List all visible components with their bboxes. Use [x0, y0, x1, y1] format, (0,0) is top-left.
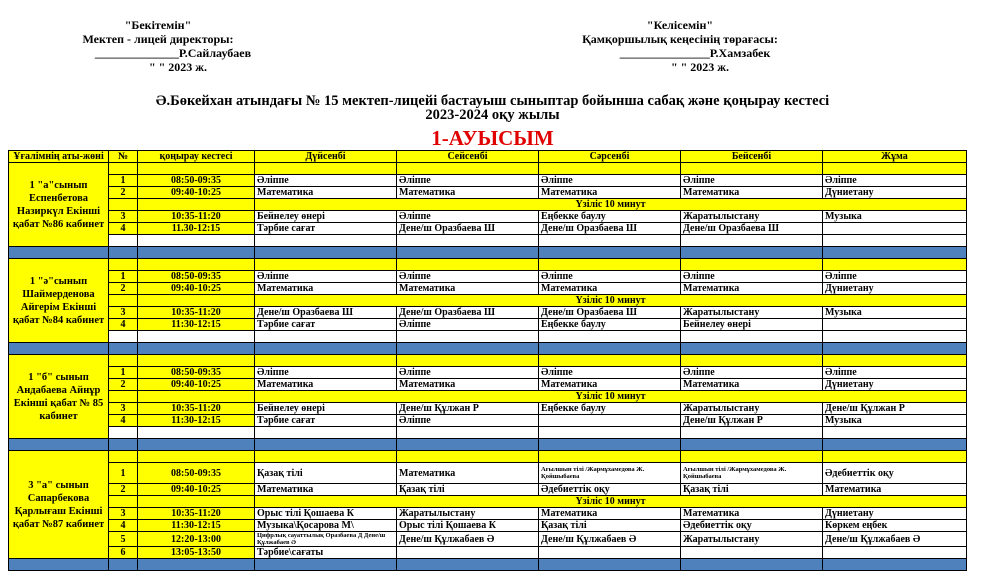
lesson-cell: Математика — [255, 187, 397, 199]
spacer-cell — [681, 331, 823, 343]
separator-cell — [681, 247, 823, 259]
lesson-time-cell: 11:30-12:15 — [138, 520, 255, 532]
table-row — [9, 175, 967, 187]
lesson-cell: Әліппе — [681, 175, 823, 187]
separator-cell — [681, 439, 823, 451]
lesson-cell: Әдебиеттік оқу — [539, 484, 681, 496]
lesson-time-cell: 08:50-09:35 — [138, 271, 255, 283]
spacer-cell — [681, 259, 823, 271]
spacer-cell — [109, 163, 138, 175]
lesson-cell: Математика — [255, 379, 397, 391]
separator-cell — [539, 247, 681, 259]
spacer-row — [9, 163, 967, 175]
lesson-cell: Математика — [397, 283, 539, 295]
lesson-cell: Орыс тілі Қошаева К — [397, 520, 539, 532]
lesson-cell: Еңбекке баулу — [539, 403, 681, 415]
teacher-cell: 1 "ә"сынып Шаймерденова Айгерім Екінші қабат №84 кабинет — [9, 259, 109, 343]
lesson-cell: Еңбекке баулу — [539, 211, 681, 223]
lesson-time-cell: 11:30-12:15 — [138, 415, 255, 427]
lesson-cell: Әліппе — [823, 271, 967, 283]
lesson-number-cell: 3 — [109, 307, 138, 319]
separator-row — [9, 439, 967, 451]
header-wednesday: Сәрсенбі — [539, 151, 681, 163]
spacer-cell — [681, 355, 823, 367]
lesson-cell: Музыка — [823, 307, 967, 319]
separator-cell — [397, 439, 539, 451]
separator-cell — [138, 559, 255, 571]
spacer-cell — [823, 427, 967, 439]
lesson-cell: Дүниетану — [823, 283, 967, 295]
table-row — [9, 283, 967, 295]
separator-cell — [9, 439, 109, 451]
separator-cell — [255, 247, 397, 259]
lesson-time-cell: 12:20-13:00 — [138, 532, 255, 547]
lesson-time-cell: 09:40-10:25 — [138, 484, 255, 496]
separator-cell — [539, 439, 681, 451]
separator-cell — [397, 559, 539, 571]
lesson-cell: Дене/ш Құлжан Р — [823, 403, 967, 415]
spacer-cell — [681, 427, 823, 439]
lesson-cell: Дене/ш Оразбаева Ш — [397, 307, 539, 319]
lesson-number-cell: 1 — [109, 271, 138, 283]
approval-date: " " 2023 ж. — [670, 60, 730, 74]
lesson-cell: Тәрбие сағат — [255, 223, 397, 235]
lesson-cell: Әліппе — [823, 367, 967, 379]
lesson-cell: Дене/ш Оразбаева Ш — [255, 307, 397, 319]
lesson-cell — [823, 319, 967, 331]
lesson-cell: Қазақ тілі — [681, 484, 823, 496]
break-row — [9, 199, 967, 211]
lesson-cell — [823, 223, 967, 235]
lesson-number-cell: 1 — [109, 175, 138, 187]
break-row — [9, 496, 967, 508]
lesson-cell: Әліппе — [397, 367, 539, 379]
lesson-number-cell: 4 — [109, 223, 138, 235]
lesson-number-cell: 3 — [109, 211, 138, 223]
spacer-cell — [138, 355, 255, 367]
spacer-cell — [255, 355, 397, 367]
header-row — [9, 151, 967, 163]
teacher-cell: 1 "б" сынып Андабаева Айнұр Екінші қабат № 85 кабинет — [9, 355, 109, 439]
lesson-cell: Математика — [255, 484, 397, 496]
spacer-row — [9, 235, 967, 247]
lesson-cell — [397, 547, 539, 559]
lesson-cell: Көркем еңбек — [823, 520, 967, 532]
lesson-cell: Математика — [539, 187, 681, 199]
table-row — [9, 484, 967, 496]
lesson-cell: Музыка\Қосарова М\ — [255, 520, 397, 532]
lesson-cell: Дене/ш Құлжабаев Ә — [397, 532, 539, 547]
lesson-time-cell: 09:40-10:25 — [138, 283, 255, 295]
lesson-cell: Әліппе — [255, 175, 397, 187]
spacer-cell — [823, 235, 967, 247]
table-row — [9, 379, 967, 391]
separator-cell — [9, 559, 109, 571]
lesson-cell: Математика — [681, 187, 823, 199]
table-row — [9, 547, 967, 559]
lesson-time-cell: 10:35-11:20 — [138, 307, 255, 319]
lesson-cell: Математика — [681, 283, 823, 295]
lesson-cell: Музыка — [823, 415, 967, 427]
spacer-cell — [397, 235, 539, 247]
lesson-cell: Тәрбие\сағаты — [255, 547, 397, 559]
lesson-cell: Дене/ш Оразбаева Ш — [539, 223, 681, 235]
spacer-cell — [109, 355, 138, 367]
spacer-cell — [255, 259, 397, 271]
spacer-cell — [138, 259, 255, 271]
table-row — [9, 463, 967, 484]
table-row — [9, 223, 967, 235]
document-title — [0, 94, 985, 122]
separator-cell — [397, 247, 539, 259]
spacer-cell — [397, 331, 539, 343]
break-spacer — [138, 496, 255, 508]
lesson-time-cell: 08:50-09:35 — [138, 367, 255, 379]
lesson-cell: Жаратылыстану — [681, 307, 823, 319]
separator-cell — [539, 343, 681, 355]
separator-row — [9, 559, 967, 571]
lesson-time-cell: 10:35-11:20 — [138, 403, 255, 415]
separator-cell — [109, 439, 138, 451]
lesson-time-cell: 10:35-11:20 — [138, 211, 255, 223]
lesson-cell: Жаратылыстану — [681, 403, 823, 415]
lesson-number-cell: 3 — [109, 508, 138, 520]
lesson-number-cell: 1 — [109, 463, 138, 484]
break-label: Үзіліс 10 минут — [255, 295, 967, 307]
lesson-number-cell: 2 — [109, 187, 138, 199]
approval-heading: "Бекітемін" — [124, 18, 192, 32]
table-row — [9, 415, 967, 427]
table-row — [9, 508, 967, 520]
header-thursday: Бейсенбі — [681, 151, 823, 163]
lesson-number-cell: 4 — [109, 415, 138, 427]
lesson-cell: Жаратылыстану — [681, 211, 823, 223]
lesson-number-cell: 4 — [109, 520, 138, 532]
spacer-cell — [109, 427, 138, 439]
separator-cell — [539, 559, 681, 571]
spacer-cell — [138, 235, 255, 247]
lesson-cell: Жаратылыстану — [397, 508, 539, 520]
spacer-cell — [539, 235, 681, 247]
schedule-table — [8, 150, 967, 571]
separator-row — [9, 343, 967, 355]
table-row — [9, 319, 967, 331]
title-line-1: Ә.Бөкейхан атындағы № 15 мектеп-лицейі бастауыш сыныптар бойынша сабақ және қоңырау кестесі — [155, 93, 830, 109]
spacer-cell — [539, 163, 681, 175]
spacer-cell — [138, 331, 255, 343]
lesson-cell: Математика — [681, 379, 823, 391]
lesson-cell: Еңбекке баулу — [539, 319, 681, 331]
spacer-cell — [109, 331, 138, 343]
lesson-cell: Әліппе — [397, 319, 539, 331]
lesson-cell: Әліппе — [681, 367, 823, 379]
lesson-cell: Дене/ш Құлжабаев Ә — [823, 532, 967, 547]
teacher-cell: 1 "а"сынып Еспенбетова Назиркүл Екінші қабат №86 кабинет — [9, 163, 109, 247]
spacer-cell — [138, 451, 255, 463]
spacer-row — [9, 331, 967, 343]
lesson-cell: Математика — [539, 379, 681, 391]
spacer-cell — [397, 451, 539, 463]
teacher-cell: 3 "а" сынып Сапарбекова Қарлығаш Екінші қабат №87 кабинет — [9, 451, 109, 559]
spacer-cell — [397, 259, 539, 271]
lesson-cell: Әліппе — [397, 175, 539, 187]
spacer-cell — [255, 427, 397, 439]
lesson-cell: Орыс тілі Қошаева К — [255, 508, 397, 520]
lesson-cell: Әліппе — [397, 271, 539, 283]
separator-cell — [9, 247, 109, 259]
lesson-number-cell: 3 — [109, 403, 138, 415]
break-label: Үзіліс 10 минут — [255, 496, 967, 508]
table-row — [9, 532, 967, 547]
lesson-cell: Дене/ш Оразбаева Ш — [681, 223, 823, 235]
lesson-cell: Әдебиеттік оқу — [823, 463, 967, 484]
lesson-number-cell: 6 — [109, 547, 138, 559]
header-teacher: Ұғалімнің аты-жөні — [9, 151, 109, 163]
lesson-time-cell: 11.30-12:15 — [138, 223, 255, 235]
table-row — [9, 367, 967, 379]
separator-row — [9, 247, 967, 259]
spacer-cell — [681, 163, 823, 175]
lesson-cell: Ағылшын тілі /Жармұхамедова Ж. Қойшыбаева — [539, 463, 681, 484]
lesson-cell: Математика — [397, 379, 539, 391]
break-spacer — [109, 199, 138, 211]
lesson-cell: Бейнелеу өнері — [255, 211, 397, 223]
table-row — [9, 271, 967, 283]
spacer-cell — [539, 331, 681, 343]
lesson-number-cell: 1 — [109, 367, 138, 379]
spacer-cell — [823, 259, 967, 271]
break-spacer — [109, 391, 138, 403]
shift-label: 1-АУЫСЫМ — [431, 126, 554, 150]
lesson-cell: Ағылшын тілі /Жармұхамедова Ж. Қойшыбаева — [681, 463, 823, 484]
spacer-cell — [823, 355, 967, 367]
approval-signature: ______________Р.Сайлаубаев — [94, 46, 252, 60]
approval-block-council — [560, 18, 800, 74]
lesson-cell: Математика — [823, 484, 967, 496]
approval-signature: _______________Р.Хамзабек — [619, 46, 771, 60]
spacer-cell — [397, 163, 539, 175]
separator-cell — [823, 559, 967, 571]
break-label: Үзіліс 10 минут — [255, 391, 967, 403]
lesson-time-cell: 08:50-09:35 — [138, 463, 255, 484]
header-friday: Жұма — [823, 151, 967, 163]
table-row — [9, 211, 967, 223]
approval-block-director — [58, 18, 258, 74]
separator-cell — [255, 343, 397, 355]
spacer-cell — [255, 331, 397, 343]
spacer-cell — [255, 163, 397, 175]
spacer-row — [9, 259, 967, 271]
lesson-cell: Әліппе — [823, 175, 967, 187]
spacer-cell — [397, 355, 539, 367]
lesson-cell: Математика — [681, 508, 823, 520]
lesson-cell: Әліппе — [539, 175, 681, 187]
separator-cell — [109, 247, 138, 259]
break-spacer — [109, 295, 138, 307]
approval-role: Қамқоршылық кеңесінің төрағасы: — [582, 32, 778, 46]
break-spacer — [109, 496, 138, 508]
lesson-cell — [539, 547, 681, 559]
spacer-cell — [539, 355, 681, 367]
spacer-cell — [681, 451, 823, 463]
lesson-cell: Жаратылыстану — [681, 532, 823, 547]
spacer-cell — [255, 235, 397, 247]
lesson-time-cell: 09:40-10:25 — [138, 379, 255, 391]
lesson-cell: Дене/ш Құлжан Р — [681, 415, 823, 427]
header-tuesday: Сейсенбі — [397, 151, 539, 163]
separator-cell — [138, 439, 255, 451]
separator-cell — [681, 559, 823, 571]
lesson-cell: Математика — [539, 508, 681, 520]
break-row — [9, 391, 967, 403]
lesson-cell — [823, 547, 967, 559]
header-number: № — [109, 151, 138, 163]
break-row — [9, 295, 967, 307]
separator-cell — [823, 247, 967, 259]
separator-cell — [681, 343, 823, 355]
spacer-cell — [109, 451, 138, 463]
lesson-cell: Дене/ш Құлжабаев Ә — [539, 532, 681, 547]
lesson-cell: Дене/ш Оразбаева Ш — [397, 223, 539, 235]
lesson-time-cell: 11:30-12:15 — [138, 319, 255, 331]
table-row — [9, 307, 967, 319]
spacer-cell — [681, 235, 823, 247]
approval-role: Мектеп - лицей директоры: — [82, 32, 234, 46]
lesson-cell: Әліппе — [397, 415, 539, 427]
separator-cell — [823, 343, 967, 355]
lesson-cell: Дене/ш Оразбаева Ш — [539, 307, 681, 319]
spacer-cell — [255, 451, 397, 463]
lesson-cell: Дүниетану — [823, 379, 967, 391]
lesson-cell: Математика — [539, 283, 681, 295]
separator-cell — [255, 559, 397, 571]
lesson-cell: Әдебиеттік оқу — [681, 520, 823, 532]
lesson-cell: Цифрлық сауаттылық Оразбаева Д Дене/ш Құлжабаев Ә — [255, 532, 397, 547]
spacer-cell — [539, 259, 681, 271]
lesson-cell: Әліппе — [397, 211, 539, 223]
separator-cell — [109, 559, 138, 571]
table-row — [9, 520, 967, 532]
lesson-cell: Математика — [255, 283, 397, 295]
break-spacer — [138, 391, 255, 403]
lesson-number-cell: 5 — [109, 532, 138, 547]
lesson-cell: Бейнелеу өнері — [255, 403, 397, 415]
title-line-2: 2023-2024 оқу жылы — [425, 107, 560, 123]
lesson-cell: Қазақ тілі — [539, 520, 681, 532]
lesson-time-cell: 08:50-09:35 — [138, 175, 255, 187]
lesson-cell: Қазақ тілі — [255, 463, 397, 484]
header-monday: Дүйсенбі — [255, 151, 397, 163]
spacer-row — [9, 427, 967, 439]
spacer-cell — [539, 451, 681, 463]
break-spacer — [138, 199, 255, 211]
separator-cell — [397, 343, 539, 355]
lesson-number-cell: 2 — [109, 283, 138, 295]
lesson-cell — [539, 415, 681, 427]
spacer-cell — [138, 163, 255, 175]
lesson-cell: Дүниетану — [823, 187, 967, 199]
lesson-cell: Музыка — [823, 211, 967, 223]
spacer-cell — [138, 427, 255, 439]
lesson-cell: Математика — [397, 463, 539, 484]
table-row — [9, 403, 967, 415]
lesson-cell: Әліппе — [681, 271, 823, 283]
lesson-cell: Әліппе — [255, 367, 397, 379]
header-bell: қоңырау кестесі — [138, 151, 255, 163]
lesson-cell — [681, 547, 823, 559]
lesson-cell: Дене/ш Құлжан Р — [397, 403, 539, 415]
break-spacer — [138, 295, 255, 307]
spacer-cell — [823, 331, 967, 343]
lesson-time-cell: 09:40-10:25 — [138, 187, 255, 199]
lesson-number-cell: 2 — [109, 379, 138, 391]
lesson-number-cell: 4 — [109, 319, 138, 331]
separator-cell — [255, 439, 397, 451]
table-row — [9, 187, 967, 199]
lesson-cell: Дүниетану — [823, 508, 967, 520]
approval-heading: "Келісемін" — [646, 18, 714, 32]
lesson-cell: Математика — [397, 187, 539, 199]
approval-date: " " 2023 ж. — [148, 60, 208, 74]
spacer-cell — [109, 235, 138, 247]
lesson-cell: Әліппе — [255, 271, 397, 283]
lesson-time-cell: 10:35-11:20 — [138, 508, 255, 520]
lesson-cell: Тәрбие сағат — [255, 319, 397, 331]
lesson-cell: Қазақ тілі — [397, 484, 539, 496]
spacer-cell — [823, 451, 967, 463]
separator-cell — [138, 247, 255, 259]
spacer-cell — [539, 427, 681, 439]
lesson-time-cell: 13:05-13:50 — [138, 547, 255, 559]
spacer-row — [9, 355, 967, 367]
spacer-cell — [823, 163, 967, 175]
lesson-cell: Тәрбие сағат — [255, 415, 397, 427]
separator-cell — [9, 343, 109, 355]
separator-cell — [109, 343, 138, 355]
separator-cell — [823, 439, 967, 451]
spacer-cell — [109, 259, 138, 271]
lesson-cell: Әліппе — [539, 271, 681, 283]
lesson-cell: Бейнелеу өнері — [681, 319, 823, 331]
break-label: Үзіліс 10 минут — [255, 199, 967, 211]
spacer-row — [9, 451, 967, 463]
separator-cell — [138, 343, 255, 355]
spacer-cell — [397, 427, 539, 439]
lesson-number-cell: 2 — [109, 484, 138, 496]
lesson-cell: Әліппе — [539, 367, 681, 379]
